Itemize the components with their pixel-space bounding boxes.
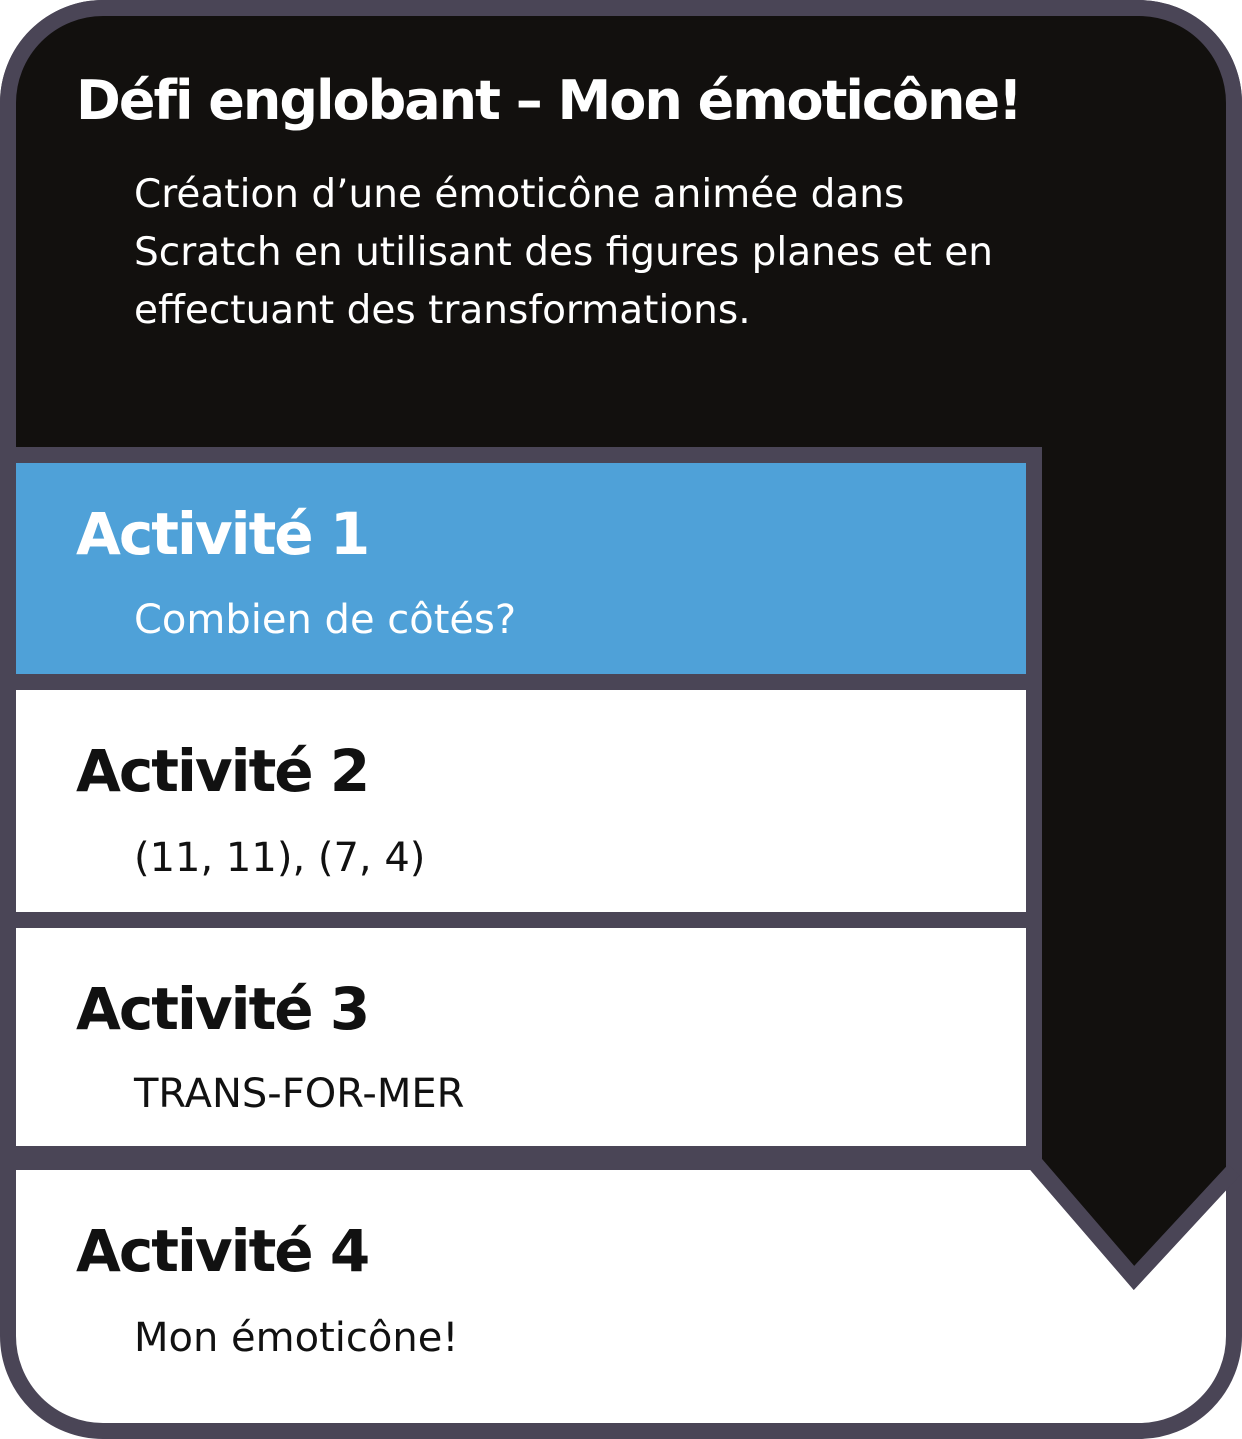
- activity-3-subtitle: TRANS-FOR-MER: [134, 1071, 465, 1117]
- activity-4-subtitle: Mon émoticône!: [134, 1315, 459, 1361]
- challenge-description: Création d’une émoticône animée dans Scratch en utilisant des figures planes et en effectuant des transformations.: [134, 172, 993, 333]
- activity-1-subtitle: Combien de côtés?: [134, 597, 517, 643]
- activity-3-title: Activité 3: [76, 975, 369, 1043]
- activity-1-panel: [8, 455, 1034, 682]
- activity-1-title: Activité 1: [76, 500, 369, 568]
- activity-4-title: Activité 4: [76, 1217, 369, 1285]
- challenge-title: Défi englobant – Mon émoticône!: [76, 69, 1021, 132]
- activity-2-title: Activité 2: [76, 737, 369, 805]
- activity-2-subtitle: (11, 11), (7, 4): [134, 835, 426, 881]
